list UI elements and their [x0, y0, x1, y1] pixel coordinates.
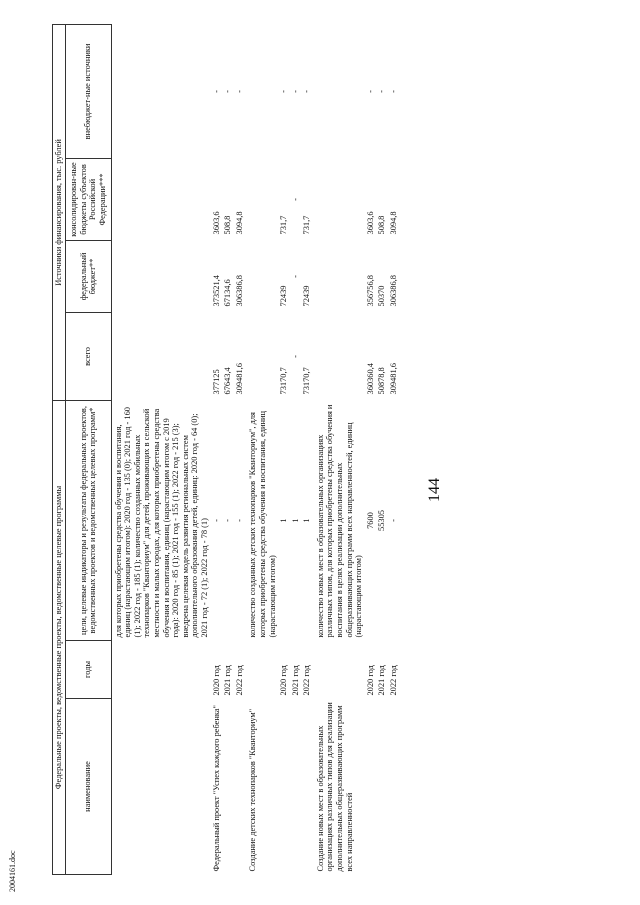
row-regional: 508,8 — [377, 215, 387, 235]
row-indicator: - — [211, 519, 221, 522]
row-year: 2022 год — [302, 665, 312, 696]
row-federal: - — [290, 275, 300, 278]
section-name: Создание новых мест в образовательных организациях различных типов для реализации дополнительных общеразвивающих программ всех направленностей — [315, 702, 354, 872]
row-regional: 3094,8 — [234, 211, 244, 235]
row-indicator: 1 — [279, 518, 289, 523]
row-extra: - — [223, 90, 233, 93]
row-year: 2022 год — [234, 665, 244, 696]
row-federal: 306386,8 — [389, 275, 399, 307]
row-indicator: - — [223, 519, 233, 522]
row-federal: 67134,6 — [223, 279, 233, 307]
row-total: 73170,7 — [279, 367, 289, 395]
row-total: 360360,4 — [365, 363, 375, 395]
row-regional: 3603,6 — [365, 211, 375, 235]
header-total: всего — [65, 312, 111, 400]
row-federal: 72439 — [279, 285, 289, 307]
header-regional: консолидирован-ные бюджеты субъектов Российской Федерации*** — [65, 158, 111, 240]
funding-table — [52, 24, 400, 875]
row-total: 309481,6 — [389, 363, 399, 395]
row-federal: 373521,4 — [211, 275, 221, 307]
row-regional: 3603,6 — [211, 211, 221, 235]
row-federal: 50370 — [377, 285, 387, 307]
header-funding-group: Источники финансирования, тыс. рублей — [53, 24, 66, 400]
row-total: - — [290, 355, 300, 358]
row-federal: 306386,8 — [234, 275, 244, 307]
row-year: 2021 год — [290, 665, 300, 696]
row-regional: - — [290, 198, 300, 201]
page-number: 144 — [426, 478, 443, 502]
section-name: Создание детских технопарков "Кванториум" — [248, 708, 258, 872]
row-extra: - — [234, 90, 244, 93]
row-extra: - — [365, 90, 375, 93]
row-extra: - — [389, 90, 399, 93]
row-federal: 356756,8 — [365, 275, 375, 307]
row-regional: 508,8 — [223, 215, 233, 235]
row-indicator: 55305 — [377, 510, 387, 531]
header-name: наименование — [65, 699, 111, 875]
header-federal: федеральный бюджет** — [65, 240, 111, 312]
table-row — [211, 24, 223, 874]
row-extra: - — [211, 90, 221, 93]
row-indicator: 1 — [302, 518, 312, 523]
row-year: 2021 год — [223, 665, 233, 696]
row-total: 377125 — [211, 369, 221, 395]
row-indicator: - — [234, 519, 244, 522]
row-year: 2022 год — [389, 665, 399, 696]
row-year: 2021 год — [377, 665, 387, 696]
row-total: 50878,8 — [377, 367, 387, 395]
row-year: 2020 год — [365, 665, 375, 696]
row-extra: - — [290, 90, 300, 93]
row-federal: 72439 — [302, 285, 312, 307]
row-indicator: 7600 — [365, 512, 375, 529]
row-extra: - — [302, 90, 312, 93]
row-regional: 731,7 — [302, 215, 312, 235]
row-extra: - — [279, 90, 289, 93]
row-regional: 731,7 — [279, 215, 289, 235]
section-description: количество созданных детских технопарков "Кванториум", для которых приобретены средства обучения и воспитания, единиц (нарастающим итогом) — [248, 411, 277, 638]
row-indicator: - — [389, 519, 399, 522]
row-regional: 3094,8 — [389, 211, 399, 235]
intro-text: для которых приобретены средства обучения и воспитания, единиц (нарастающим итогом): 2020 год - 135 (0); 2021 год - 160 (1); 2022 год - 185 (1); количество созданных мобильных технопарков "Кванториум" для детей, проживающих в сельской местности и малых городах, для которых приобретены средства обучения и воспитания, единиц (нарастающим итогом с 2019 года): 2020 год - 85 (1); 2021 год - 155 (1); 2022 год - 215 (3); внедрена целевая модель развития региональных систем дополнительного образования детей, единиц: 2020 год - 64 (0); 2021 год - 72 (1); 2022 год - 78 (1) — [113, 407, 209, 638]
row-total: 73170,7 — [302, 367, 312, 395]
section-description: количество новых мест в образовательных организациях различных типов, для которых приобретены средства обучения и воспитания в целях реализации дополнительных общеразвивающих программ всех направленностей, единиц (нарастающим итогом) — [315, 404, 364, 638]
row-total: 67643,4 — [223, 367, 233, 395]
section-name: Федеральный проект "Успех каждого ребенка" — [211, 705, 221, 872]
footer-code: 2004161.doc — [8, 850, 17, 892]
header-extra: внебюджет-ные источники — [65, 24, 111, 158]
row-year: 2020 год — [211, 665, 221, 696]
row-year: 2020 год — [279, 665, 289, 696]
row-indicator: 1 — [290, 518, 300, 523]
header-projects: Федеральные проекты, ведомственные проекты, ведомственные целевые программы — [53, 400, 66, 874]
header-years: годы — [65, 641, 111, 699]
row-extra: - — [377, 90, 387, 93]
header-goals: цели, целевые индикаторы и результаты федеральных проектов, ведомственных проектов и ведомственных целевых программ* — [65, 400, 111, 640]
row-total: 309481,6 — [234, 363, 244, 395]
